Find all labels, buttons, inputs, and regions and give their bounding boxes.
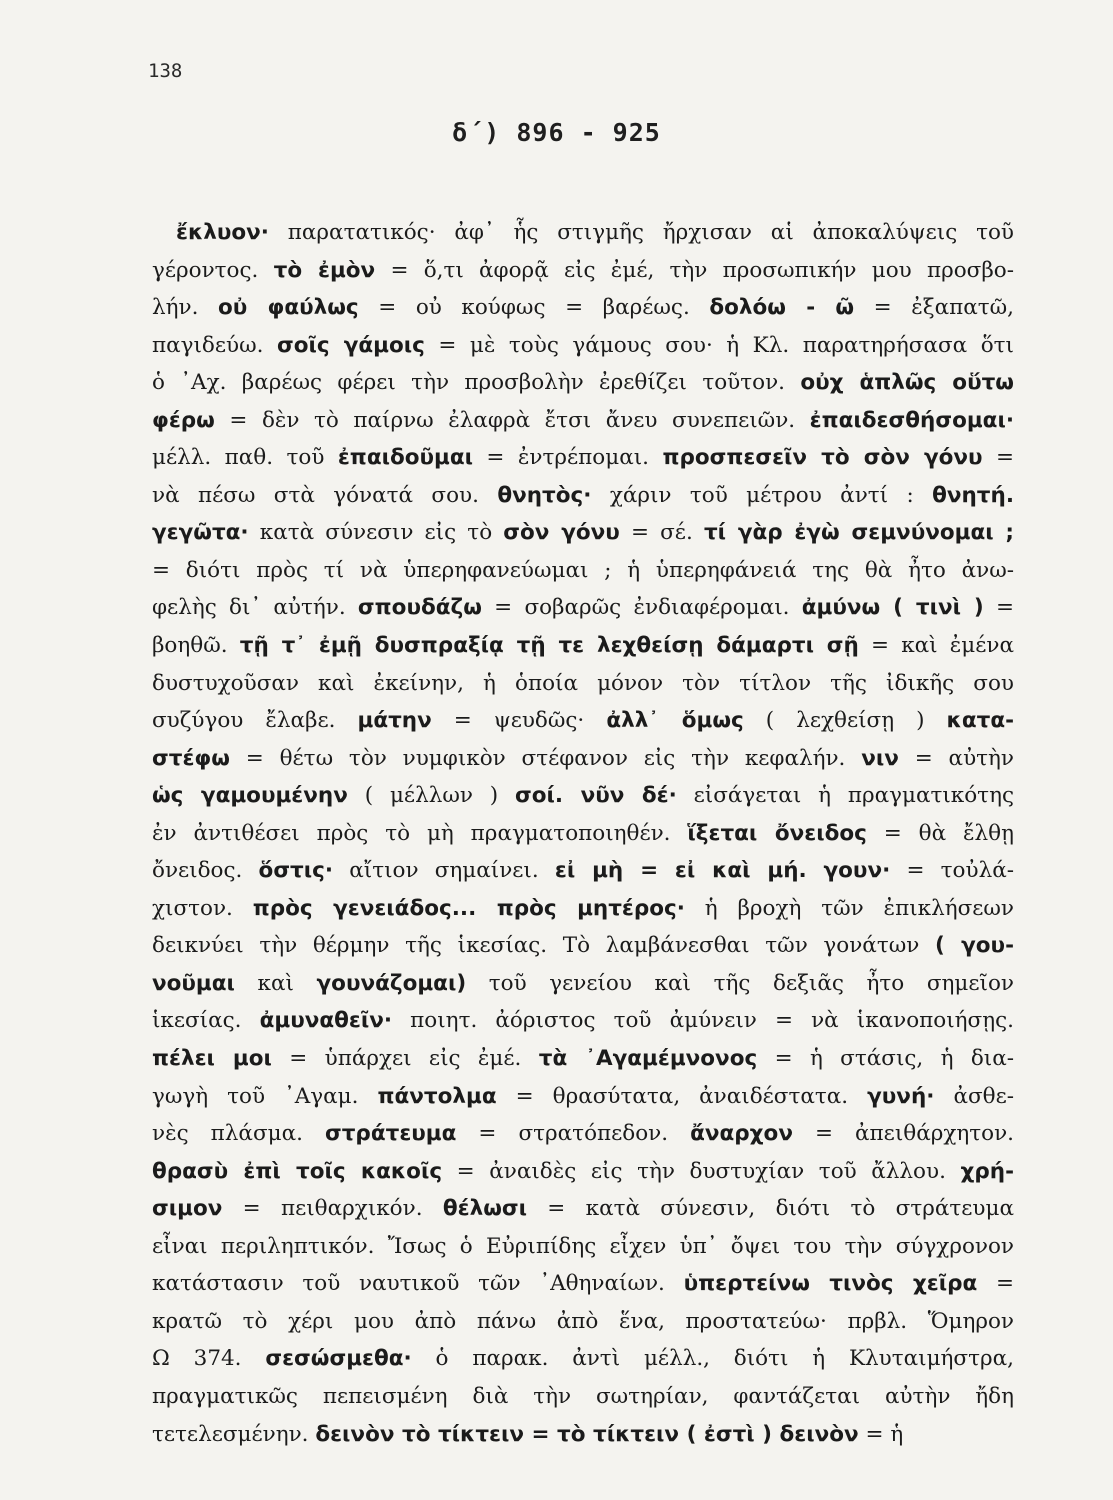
lemma: σοῖς γάμοις: [276, 332, 425, 358]
gloss-text: φελὴς δι᾽ αὐτήν.: [152, 595, 358, 621]
gloss-text: = ἀπειθάρχητον.: [792, 1121, 1015, 1147]
gloss-text: = πειθαρχικόν.: [222, 1196, 443, 1222]
lemma: τὰ ᾽Αγαμέμνονος: [538, 1046, 758, 1072]
lemma: ἄναρχον: [690, 1121, 793, 1147]
text-line: [152, 815, 1014, 853]
gloss-text: = ἡ: [858, 1421, 904, 1447]
text-line: [152, 1002, 1014, 1040]
gloss-text: εἶναι περιληπτικόν. Ἴσως ὁ Εὐριπίδης εἶχεν ὑπ᾽ ὄψει του τὴν σύγχρονον: [152, 1233, 1014, 1259]
gloss-text: τοῦ γενείου καὶ τῆς δεξιᾶς ἦτο σημεῖον: [466, 970, 1014, 996]
gloss-text: ἱκεσίας.: [152, 1008, 260, 1034]
text-line: [152, 1378, 1014, 1416]
text-line: [152, 552, 1014, 590]
lemma: σεσώσμεθα·: [265, 1346, 412, 1372]
gloss-text: = κατὰ σύνεσιν, διότι τὸ στράτευμα: [527, 1196, 1014, 1222]
text-line: [152, 252, 1014, 290]
lemma: οὐχ ἁπλῶς οὕτω: [800, 370, 1014, 396]
text-line: [152, 965, 1014, 1003]
gloss-text: = ἐντρέπομαι.: [473, 445, 663, 471]
gloss-text: = ὑπάρχει εἰς ἐμέ.: [271, 1046, 539, 1072]
gloss-text: =: [982, 445, 1014, 471]
gloss-text: = ἡ στάσις, ἡ δια-: [757, 1046, 1015, 1072]
text-line: [152, 740, 1014, 778]
gloss-text: παγιδεύω.: [152, 332, 277, 358]
lemma: προσπεσεῖν τὸ σὸν γόνυ: [662, 445, 983, 471]
gloss-text: ἀσθε-: [934, 1083, 1014, 1109]
lemma: πάντολμα: [377, 1083, 497, 1109]
gloss-text: = θρασύτατα, ἀναιδέστατα.: [496, 1083, 868, 1109]
lemma: σιμον: [152, 1196, 223, 1222]
lemma: θρασὺ ἐπὶ τοῖς κακοῖς: [152, 1158, 443, 1184]
lemma: νοῦμαι: [152, 970, 235, 996]
gloss-text: ( μέλλων ): [347, 783, 516, 809]
text-line: [152, 402, 1014, 440]
lemma: ( γου-: [934, 933, 1014, 959]
lemma: οὐ φαύλως: [218, 295, 359, 321]
text-line: [152, 364, 1014, 402]
gloss-text: ἐν ἀντιθέσει πρὸς τὸ μὴ πραγματοποιηθέν.: [152, 820, 688, 846]
gloss-text: ὄνειδος.: [152, 858, 259, 884]
text-line: [152, 1040, 1014, 1078]
gloss-text: δεικνύει τὴν θέρμην τῆς ἱκεσίας. Τὸ λαμβάνεσθαι τῶν γονάτων: [152, 933, 935, 959]
text-line: [152, 214, 1014, 252]
gloss-text: χάριν τοῦ μέτρου ἀντί :: [591, 482, 933, 508]
gloss-text: εἰσάγεται ἡ πραγματικότης: [676, 783, 1014, 809]
gloss-text: = αὐτὴν: [898, 745, 1014, 771]
gloss-text: γωγὴ τοῦ ᾽Αγαμ.: [152, 1083, 378, 1109]
gloss-text: κατάστασιν τοῦ ναυτικοῦ τῶν ᾽Αθηναίων.: [152, 1271, 684, 1297]
lemma: στέφω: [152, 745, 230, 771]
lemma: σπουδάζω: [357, 595, 482, 621]
lemma: γεγῶτα·: [152, 520, 249, 546]
lemma: σοί. νῦν δέ·: [515, 783, 677, 809]
gloss-text: Ω 374.: [152, 1346, 266, 1372]
gloss-text: τετελεσμένην.: [152, 1421, 316, 1447]
lemma: γυνή·: [867, 1083, 935, 1109]
gloss-text: γέροντος.: [152, 257, 274, 283]
text-line: [152, 439, 1014, 477]
page-number: 138: [148, 60, 183, 82]
text-line: [152, 1078, 1014, 1116]
gloss-text: ἡ βροχὴ τῶν ἐπικλήσεων: [684, 895, 1014, 921]
text-line: [152, 514, 1014, 552]
gloss-text: συζύγου ἔλαβε.: [152, 708, 358, 734]
gloss-text: δυστυχοῦσαν καὶ ἐκείνην, ἡ ὁποία μόνον τὸν τίτλον τῆς ἰδικῆς σου: [152, 670, 1014, 696]
gloss-text: = καὶ ἐμένα: [858, 633, 1014, 659]
gloss-text: ποιητ. ἀόριστος τοῦ ἀμύνειν = νὰ ἱκανοποιήσῃς.: [392, 1008, 1014, 1034]
lemma: θνητὸς·: [497, 482, 592, 508]
text-line: [152, 1265, 1014, 1303]
gloss-text: ὁ ᾽Αχ. βαρέως φέρει τὴν προσβολὴν ἐρεθίζει τοῦτον.: [152, 370, 801, 396]
lemma: ἔκλυον·: [176, 220, 269, 245]
lemma: νιν: [861, 745, 899, 771]
gloss-text: = μὲ τοὺς γάμους σου· ἡ Κλ. παρατηρήσασα ὅτι: [424, 332, 1014, 358]
text-line: [152, 665, 1014, 703]
gloss-text: = στρατόπεδον.: [456, 1121, 691, 1147]
text-line: [152, 477, 1014, 515]
lemma: δολόω - ῶ: [709, 295, 855, 321]
text-line: [152, 852, 1014, 890]
gloss-text: = ἀναιδὲς εἰς τὴν δυστυχίαν τοῦ ἄλλου.: [442, 1158, 961, 1184]
lemma: θέλωσι: [442, 1196, 527, 1222]
gloss-text: μέλλ. παθ. τοῦ: [152, 445, 338, 471]
text-line: [152, 1190, 1014, 1228]
gloss-text: λήν.: [152, 295, 218, 321]
lemma: ἀλλ᾽ ὅμως: [606, 708, 744, 734]
lemma: ἵξεται ὄνειδος: [687, 820, 867, 846]
text-line: [152, 589, 1014, 627]
gloss-text: χιστον.: [152, 895, 253, 921]
lemma: πέλει μοι: [152, 1046, 272, 1072]
lemma: χρή-: [960, 1158, 1014, 1184]
text-line: [152, 777, 1014, 815]
gloss-text: = ψευδῶς·: [431, 708, 607, 734]
lemma: σὸν γόνυ: [503, 520, 620, 546]
text-line: [152, 1228, 1014, 1266]
lemma: δεινὸν τὸ τίκτειν = τὸ τίκτειν ( ἐστὶ ) δεινὸν: [315, 1421, 859, 1447]
text-line: [152, 927, 1014, 965]
gloss-text: =: [983, 595, 1015, 621]
gloss-text: = ὅ,τι ἀφορᾷ εἰς ἐμέ, τὴν προσωπικήν μου προσβο-: [375, 257, 1014, 283]
gloss-text: = δὲν τὸ παίρνω ἐλαφρὰ ἔτσι ἄνευ συνεπειῶν.: [214, 407, 810, 433]
lemma: πρὸς γενειάδος... πρὸς μητέρος·: [252, 895, 685, 921]
lemma: τὸ ἐμὸν: [273, 257, 376, 283]
gloss-text: ὁ παρακ. ἀντὶ μέλλ., διότι ἡ Κλυταιμήστρα,: [411, 1346, 1014, 1372]
section-title: δ΄) 896 - 925: [452, 118, 661, 147]
gloss-text: = ἐξαπατῶ,: [854, 295, 1015, 321]
lemma: τῇ τ᾽ ἐμῇ δυσπραξίᾳ τῇ τε λεχθείσῃ δάμαρτι σῇ: [239, 633, 859, 659]
gloss-text: κατὰ σύνεσιν εἰς τὸ: [248, 520, 504, 546]
lemma: ὡς γαμουμένην: [152, 783, 348, 809]
text-line: [152, 1153, 1014, 1191]
gloss-text: παρατατικός· ἀφ᾽ ἧς στιγμῆς ἤρχισαν αἱ ἀποκαλύψεις τοῦ: [268, 220, 1014, 245]
lemma: μάτην: [357, 708, 432, 734]
lemma: ἐπαιδοῦμαι: [337, 445, 473, 471]
lemma: ὅστις·: [258, 858, 334, 884]
text-line: [152, 289, 1014, 327]
lemma: ἀμυναθεῖν·: [259, 1008, 393, 1034]
lemma: ἀμύνω ( τινὶ ): [801, 595, 984, 621]
gloss-text: ( λεχθείσῃ ): [743, 708, 947, 734]
lemma: ἐπαιδεσθήσομαι·: [809, 407, 1014, 433]
gloss-text: = οὐ κούφως = βαρέως.: [358, 295, 710, 321]
text-line: [152, 627, 1014, 665]
gloss-text: καὶ: [234, 970, 317, 996]
text-line: [152, 327, 1014, 365]
gloss-text: κρατῶ τὸ χέρι μου ἀπὸ πάνω ἀπὸ ἕνα, προστατεύω· πρβλ. Ὅμηρον: [152, 1308, 1014, 1334]
gloss-text: νὰ πέσω στὰ γόνατά σου.: [152, 482, 498, 508]
text-line: [152, 1340, 1014, 1378]
gloss-text: = διότι πρὸς τί νὰ ὑπερηφανεύωμαι ; ἡ ὑπερηφάνειά της θὰ ἦτο ἀνω-: [152, 557, 1014, 583]
commentary-text: [152, 214, 1014, 1453]
gloss-text: = σοβαρῶς ἐνδιαφέρομαι.: [481, 595, 802, 621]
text-line: [152, 1303, 1014, 1341]
gloss-text: = σέ.: [619, 520, 704, 546]
lemma: εἰ μὴ = εἰ καὶ μή. γουν·: [554, 858, 891, 884]
lemma: φέρω: [152, 407, 215, 433]
lemma: ὑπερτείνω τινὸς χεῖρα: [683, 1271, 978, 1297]
gloss-text: = θέτω τὸν νυμφικὸν στέφανον εἰς τὴν κεφαλήν.: [229, 745, 862, 771]
text-line: [152, 890, 1014, 928]
lemma: στράτευμα: [324, 1121, 457, 1147]
text-line: [152, 1115, 1014, 1153]
gloss-text: = τοὐλά-: [890, 858, 1014, 884]
lemma: θνητή.: [932, 482, 1014, 508]
gloss-text: = θὰ ἔλθῃ: [866, 820, 1014, 846]
lemma: γουνάζομαι): [316, 970, 467, 996]
gloss-text: πραγματικῶς πεπεισμένη διὰ τὴν σωτηρίαν, φαντάζεται αὐτὴν ἤδη: [152, 1383, 1014, 1409]
text-line: [152, 1416, 1014, 1454]
text-line: [152, 702, 1014, 740]
gloss-text: βοηθῶ.: [152, 633, 240, 659]
lemma: τί γὰρ ἐγὼ σεμνύνομαι ;: [703, 520, 1014, 546]
gloss-text: νὲς πλάσμα.: [152, 1121, 325, 1147]
lemma: κατα-: [946, 708, 1015, 734]
gloss-text: =: [977, 1271, 1014, 1297]
gloss-text: αἴτιον σημαίνει.: [333, 858, 555, 884]
